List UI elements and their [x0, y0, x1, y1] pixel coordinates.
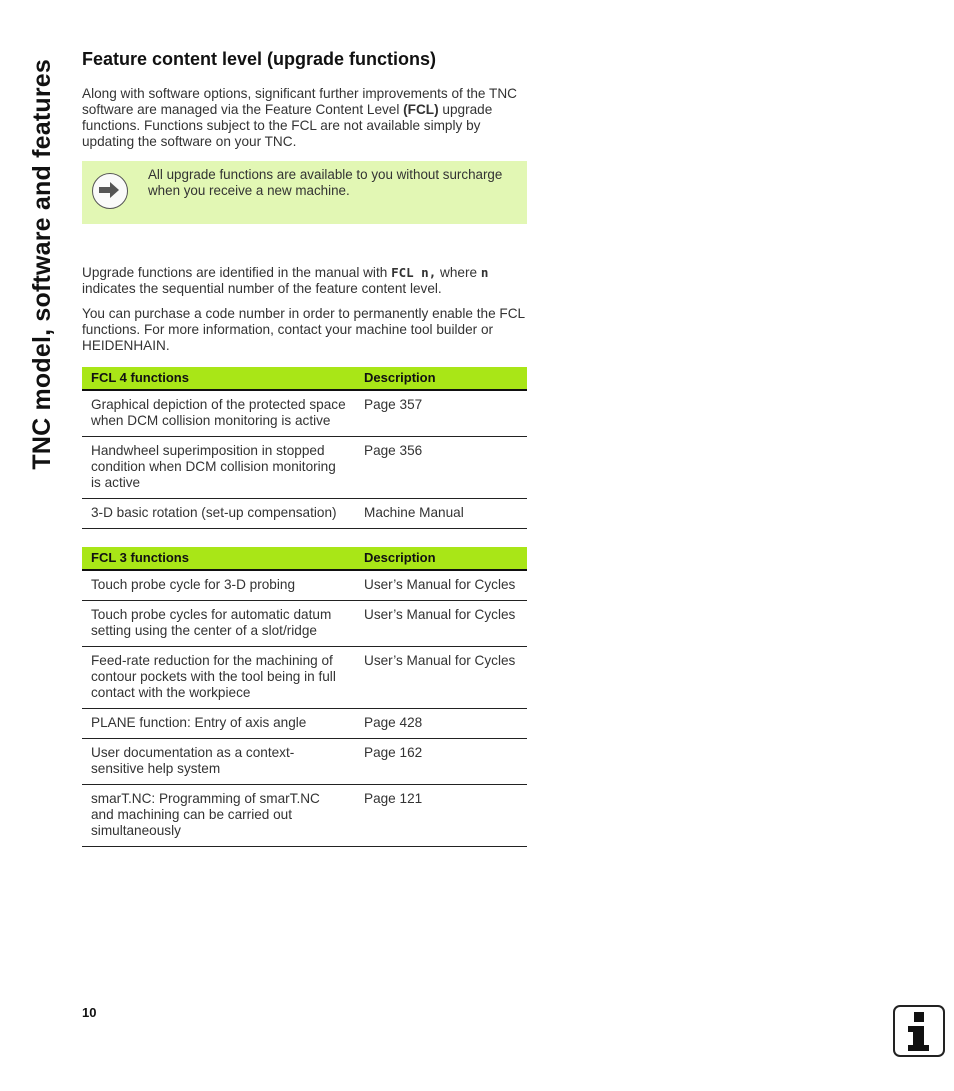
function-cell: Touch probe cycle for 3-D probing	[82, 570, 355, 601]
description-cell: Machine Manual	[355, 499, 527, 529]
description-cell: User’s Manual for Cycles	[355, 647, 527, 709]
fcl3-table	[82, 547, 527, 847]
description-cell: Page 121	[355, 785, 527, 847]
fcl-identification-paragraph: Upgrade functions are identified in the manual with FCL n, where n indicates the sequential number of the feature content level.	[82, 265, 489, 296]
section-heading: Feature content level (upgrade functions)	[82, 49, 437, 69]
fcl-n-code: n	[480, 265, 489, 280]
table-row	[82, 570, 527, 601]
column-header-functions: FCL 4 functions	[82, 367, 355, 390]
function-cell: smarT.NC: Programming of smarT.NC and machining can be carried out simultaneously	[82, 785, 355, 847]
table-row	[82, 390, 527, 437]
description-cell: Page 162	[355, 739, 527, 785]
function-cell: Handwheel superimposition in stopped condition when DCM collision monitoring is active	[82, 437, 355, 499]
description-cell: Page 356	[355, 437, 527, 499]
main-content	[82, 46, 527, 847]
side-chapter-title	[19, 40, 65, 470]
column-header-description: Description	[355, 367, 527, 390]
purchase-paragraph: You can purchase a code number in order to permanently enable the FCL functions. For more information, contact your machine tool builder or HEIDENHAIN.	[82, 306, 525, 353]
function-cell: Feed-rate reduction for the machining of contour pockets with the tool being in full contact with the workpiece	[82, 647, 355, 709]
table-row	[82, 739, 527, 785]
page-number: 10	[82, 1005, 97, 1020]
fcl4-table	[82, 367, 527, 529]
fcl-code: FCL n,	[391, 265, 437, 280]
function-cell: PLANE function: Entry of axis angle	[82, 709, 355, 739]
intro-paragraph: Along with software options, significant further improvements of the TNC software are managed via the Feature Content Level (FCL) upgrade functions. Functions subject to the FCL are not available simply by updating the software on your TNC.	[82, 86, 517, 149]
description-cell: Page 357	[355, 390, 527, 437]
table-row	[82, 499, 527, 529]
description-cell: User’s Manual for Cycles	[355, 601, 527, 647]
column-header-description: Description	[355, 547, 527, 570]
table-row	[82, 437, 527, 499]
function-cell: 3-D basic rotation (set-up compensation)	[82, 499, 355, 529]
fcl-abbreviation: (FCL)	[403, 102, 439, 117]
description-cell: Page 428	[355, 709, 527, 739]
function-cell: Graphical depiction of the protected space when DCM collision monitoring is active	[82, 390, 355, 437]
column-header-functions: FCL 3 functions	[82, 547, 355, 570]
info-icon	[893, 1005, 945, 1057]
table-row	[82, 647, 527, 709]
arrow-right-icon	[92, 173, 128, 209]
function-cell: Touch probe cycles for automatic datum setting using the center of a slot/ridge	[82, 601, 355, 647]
note-box	[82, 161, 527, 224]
table-header-row	[82, 547, 527, 570]
table-row	[82, 709, 527, 739]
note-text: All upgrade functions are available to you without surcharge when you receive a new machine.	[148, 167, 503, 198]
function-cell: User documentation as a context-sensitive help system	[82, 739, 355, 785]
description-cell: User’s Manual for Cycles	[355, 570, 527, 601]
table-row	[82, 785, 527, 847]
side-chapter-title-text: TNC model, software and features	[27, 59, 56, 470]
table-header-row	[82, 367, 527, 390]
table-row	[82, 601, 527, 647]
